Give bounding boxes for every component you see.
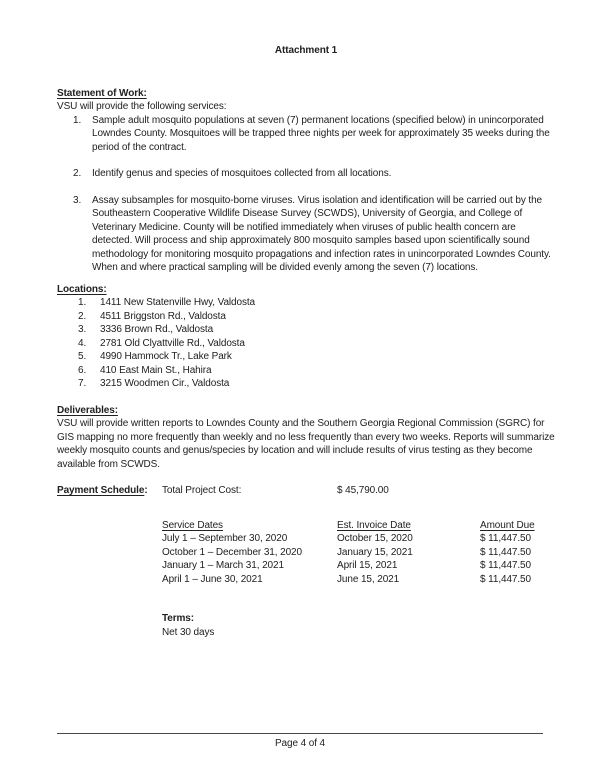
total-project-cost-label: Total Project Cost: [162, 485, 242, 496]
list-text: Assay subsamples for mosquito-borne viruses. Virus isolation and identification will be carried out by the Southeastern Cooperative Wildlife Disease Survey (SCWDS), University of Georgia, and College of Veterinary Medicine. County will be notified immediately when viruses of public health concern are detected. Will process and ship approximately 800 mosquito samples based upon scientifically sound methodology for monitoring mosquito propagations and infection rates in unincorporated Lowndes County. When and where practical sampling will be divided evenly among the seven (7) locations. [92, 194, 551, 273]
list-item [57, 194, 555, 275]
list-number: 1. [78, 297, 87, 308]
page-footer [57, 733, 543, 751]
list-item [57, 167, 555, 181]
deliverables-heading: Deliverables: [57, 404, 118, 416]
payment-schedule-heading-text: Payment Schedule [57, 485, 145, 496]
column-header-invoice-date: Est. Invoice Date [337, 519, 411, 531]
list-number: 3. [73, 194, 82, 206]
document-title: Attachment 1 [274, 45, 338, 56]
terms-section [162, 612, 555, 639]
list-text: Sample adult mosquito populations at seven (7) permanent locations (specified below) in unincorporated Lowndes County. Mosquitoes will be trapped three nights per week for approximately 35 weeks during the period of the contract. [92, 114, 550, 153]
total-project-cost-value: $ 45,790.00 [337, 485, 389, 496]
cell-service-dates: July 1 – September 30, 2020 [162, 533, 288, 544]
list-text: Identify genus and species of mosquitoes collected from all locations. [92, 168, 392, 179]
terms-value: Net 30 days [162, 626, 215, 638]
payment-schedule-heading [57, 484, 162, 498]
list-number: 7. [78, 378, 87, 389]
list-text: 4511 Briggston Rd., Valdosta [100, 310, 226, 322]
column-header-amount-due: Amount Due [480, 519, 535, 531]
table-row [162, 546, 555, 560]
locations-heading: Locations: [57, 283, 107, 295]
terms-heading: Terms: [162, 613, 195, 624]
cell-amount-due: $ 11,447.50 [480, 533, 531, 544]
list-text: 1411 New Statenville Hwy, Valdosta [100, 297, 256, 308]
list-number: 3. [78, 324, 87, 335]
list-item [57, 310, 555, 324]
list-item [57, 114, 555, 155]
list-item [57, 296, 555, 310]
column-header-service-dates: Service Dates [162, 519, 223, 531]
cell-service-dates: October 1 – December 31, 2020 [162, 546, 302, 558]
list-text: 4990 Hammock Tr., Lake Park [100, 351, 232, 362]
list-item [57, 377, 555, 391]
cell-amount-due: $ 11,447.50 [480, 573, 531, 585]
list-number: 2. [73, 168, 82, 179]
list-text: 2781 Old Clyattville Rd., Valdosta [100, 337, 245, 349]
list-text: 410 East Main St., Hahira [100, 364, 212, 376]
statement-of-work-heading: Statement of Work: [57, 87, 147, 99]
list-item [57, 337, 555, 351]
table-row [162, 559, 555, 573]
payment-table [162, 519, 555, 587]
payment-table-header-row [162, 519, 555, 533]
list-number: 6. [78, 364, 87, 376]
statement-of-work-list [57, 114, 555, 275]
list-item [57, 350, 555, 364]
list-number: 4. [78, 337, 87, 349]
list-number: 5. [78, 351, 87, 362]
payment-schedule-row [57, 484, 555, 498]
list-item [57, 364, 555, 378]
cell-amount-due: $ 11,447.50 [480, 546, 531, 558]
cell-amount-due: $ 11,447.50 [480, 560, 531, 571]
cell-service-dates: January 1 – March 31, 2021 [162, 560, 284, 571]
cell-invoice-date: October 15, 2020 [337, 533, 413, 544]
statement-of-work-intro: VSU will provide the following services: [57, 101, 227, 112]
table-row [162, 532, 555, 546]
list-text: 3336 Brown Rd., Valdosta [100, 324, 214, 335]
payment-schedule-heading-colon: : [144, 485, 148, 496]
list-item [57, 323, 555, 337]
cell-invoice-date: June 15, 2021 [337, 573, 400, 585]
deliverables-body: VSU will provide written reports to Lowndes County and the Southern Georgia Regional Commission (SGRC) for GIS mapping no more frequently than weekly and no less frequently than every two weeks. Reports will summarize weekly mosquito counts and genus/species by location and will include results of virus testing as they become available from SCWDS. [57, 418, 555, 470]
cell-invoice-date: April 15, 2021 [337, 560, 398, 571]
page-number: Page 4 of 4 [274, 738, 326, 749]
locations-list [57, 296, 555, 391]
list-number: 2. [78, 310, 87, 322]
cell-service-dates: April 1 – June 30, 2021 [162, 573, 263, 585]
cell-invoice-date: January 15, 2021 [337, 546, 413, 558]
list-text: 3215 Woodmen Cir., Valdosta [100, 378, 230, 389]
list-number: 1. [73, 114, 82, 126]
table-row [162, 573, 555, 587]
